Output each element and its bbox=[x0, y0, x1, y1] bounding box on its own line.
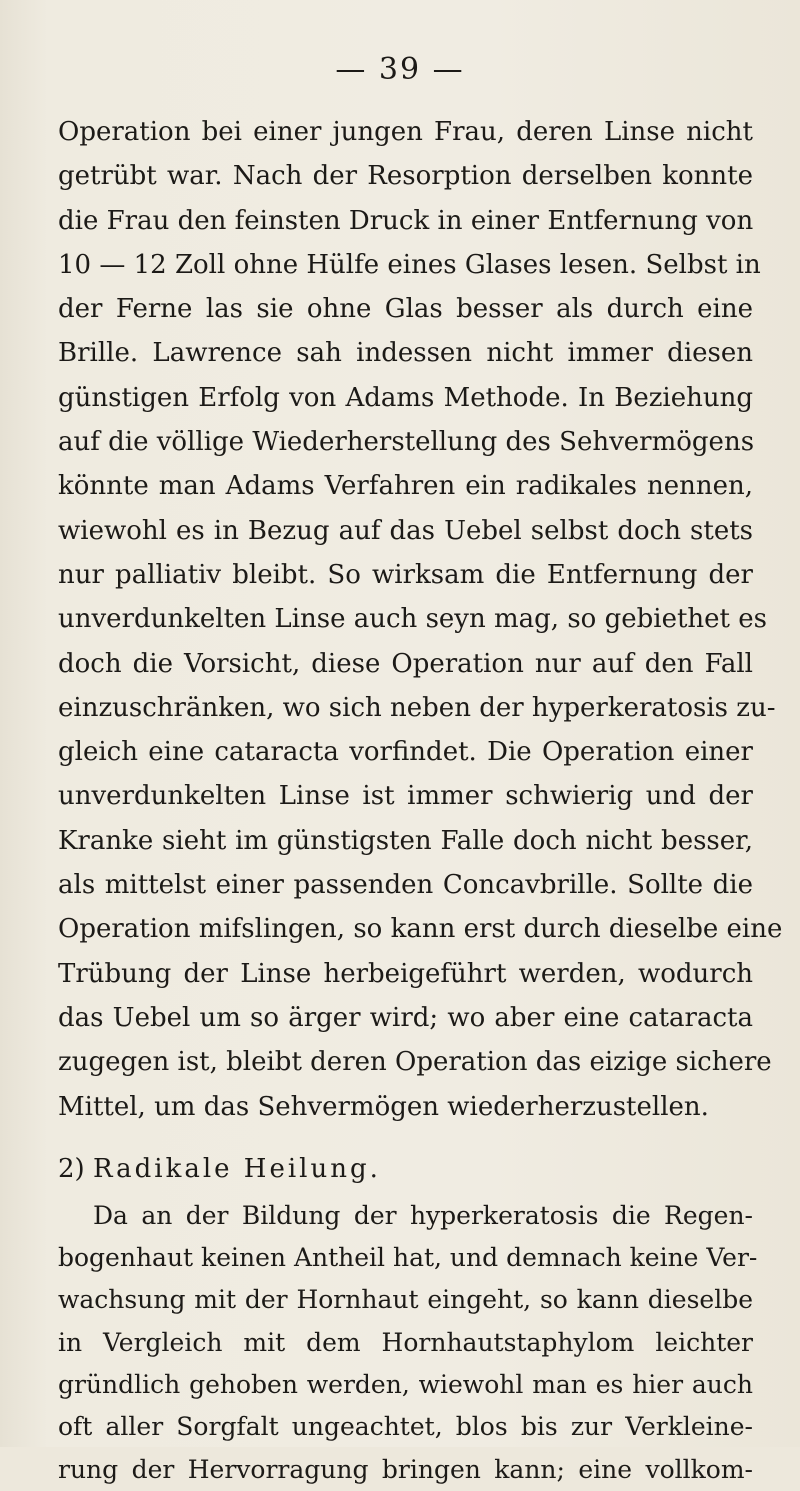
text-line: könnte man Adams Verfahren ein radikales nennen, bbox=[58, 471, 753, 502]
body-text bbox=[58, 110, 783, 1491]
text-line: doch die Vorsicht, diese Operation nur auf den Fall bbox=[58, 648, 753, 679]
text-line: Trübung der Linse herbeigeführt werden, wodurch bbox=[58, 958, 753, 989]
paragraph-radical-cure bbox=[58, 1195, 758, 1491]
text-line: gleich eine cataracta vorfindet. Die Operation einer bbox=[58, 737, 753, 768]
text-line: rung der Hervorragung bringen kann; eine vollkom- bbox=[58, 1454, 753, 1484]
text-line: das Uebel um so ärger wird; wo aber eine cataracta bbox=[58, 1002, 753, 1033]
text-line: Brille. Lawrence sah indessen nicht immer diesen bbox=[58, 338, 753, 369]
text-line: Operation mifslingen, so kann erst durch dieselbe eine bbox=[58, 914, 783, 945]
text-line: der Ferne las sie ohne Glas besser als durch eine bbox=[58, 294, 753, 325]
text-line: unverdunkelten Linse ist immer schwierig und der bbox=[58, 781, 753, 812]
text-line: getrübt war. Nach der Resorption derselben konnte bbox=[58, 161, 753, 192]
text-line: zugegen ist, bleibt deren Operation das eizige sichere bbox=[58, 1047, 772, 1078]
text-line: bogenhaut keinen Antheil hat, und demnach keine Ver- bbox=[58, 1243, 758, 1273]
text-line: Mittel, um das Sehvermögen wiederherzustellen. bbox=[58, 1091, 709, 1122]
text-line: wiewohl es in Bezug auf das Uebel selbst doch stets bbox=[58, 515, 753, 546]
text-line: oft aller Sorgfalt ungeachtet, blos bis zur Verkleine- bbox=[58, 1412, 753, 1442]
text-line: Operation bei einer jungen Frau, deren Linse nicht bbox=[58, 117, 753, 147]
text-line: auf die völlige Wiederherstellung des Sehvermögens bbox=[58, 427, 755, 458]
text-line: einzuschränken, wo sich neben der hyperkeratosis zu- bbox=[58, 692, 776, 723]
text-line: als mittelst einer passenden Concavbrille. Sollte die bbox=[58, 870, 753, 901]
text-line: unverdunkelten Linse auch seyn mag, so gebiethet es bbox=[58, 604, 767, 635]
text-line: Da an der Bildung der hyperkeratosis die Regen- bbox=[93, 1200, 753, 1230]
text-line: in Vergleich mit dem Hornhautstaphylom leichter bbox=[58, 1327, 753, 1357]
section-number: 2) bbox=[58, 1153, 85, 1184]
page-number: — 39 — bbox=[335, 52, 465, 87]
paragraph-operation bbox=[58, 110, 783, 1129]
section-heading bbox=[58, 1143, 753, 1195]
text-line: nur palliativ bleibt. So wirksam die Entfernung der bbox=[58, 559, 753, 590]
text-line: 10 — 12 Zoll ohne Hülfe eines Glases lesen. Selbst in bbox=[58, 249, 761, 280]
text-line: gründlich gehoben werden, wiewohl man es hier auch bbox=[58, 1370, 753, 1400]
text-line: die Frau den feinsten Druck in einer Entfernung von bbox=[58, 205, 754, 236]
text-line: Kranke sieht im günstigsten Falle doch nicht besser, bbox=[58, 825, 753, 856]
section-title: Radikale Heilung. bbox=[92, 1153, 381, 1184]
text-line: wachsung mit der Hornhaut eingeht, so kann dieselbe bbox=[58, 1285, 753, 1315]
text-line: günstigen Erfolg von Adams Methode. In Beziehung bbox=[58, 382, 753, 413]
